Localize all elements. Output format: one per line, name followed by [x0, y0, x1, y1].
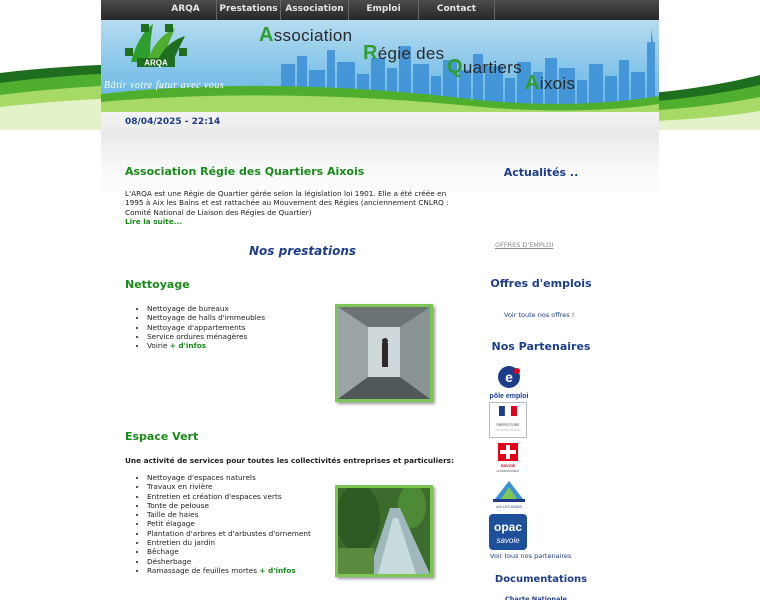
list-item: • Nettoyage de bureaux	[147, 304, 265, 313]
prestations-title: Nos prestations	[249, 244, 357, 258]
list-item: • Service ordures ménagères	[147, 332, 265, 341]
nav-association[interactable]: Association	[281, 0, 349, 20]
title-line-3: Quartiers	[447, 56, 522, 78]
voir-offres-link[interactable]: Voir toute nos offres !	[504, 311, 575, 319]
nettoyage-list	[139, 304, 265, 350]
arqa-logo	[123, 22, 189, 78]
title-line-1: Association	[259, 24, 353, 46]
nav-prestations[interactable]: Prestations	[217, 0, 281, 20]
date-bar	[101, 112, 659, 138]
list-item: • Plantation d'arbres et d'arbustes d'ornement	[147, 529, 311, 538]
svg-text:pôle emploi: pôle emploi	[489, 393, 529, 400]
prefecture-logo[interactable]	[489, 402, 527, 438]
list-item: • Travaux en rivière	[147, 482, 311, 491]
current-date: 08/04/2025 - 22:14	[125, 117, 221, 127]
nav-arqa[interactable]: ARQA	[155, 0, 217, 20]
list-item: • Nettoyage d'espaces naturels	[147, 473, 311, 482]
svg-text:savoie: savoie	[496, 536, 520, 545]
svg-text:opac: opac	[493, 520, 523, 534]
partenaires-title: Nos Partenaires	[491, 340, 591, 353]
nav-contact[interactable]: Contact	[419, 0, 495, 20]
intro-text: L'ARQA est une Régie de Quartier gérée selon la législation loi 1901. Elle a été créée en 1995 à Aix les Bains et est rattachée au Mouvement des Régies (anciennement CNLRQ : Comité National de Liaison des Régies de Quartier) Lire la suite...	[125, 189, 449, 226]
list-item: • Ramassage de feuilles mortes + d'infos	[147, 566, 311, 575]
svg-text:e: e	[505, 369, 513, 385]
aix-les-bains-logo[interactable]	[489, 479, 529, 509]
actualites-title: Actualités ..	[503, 166, 579, 179]
nettoyage-photo	[335, 304, 433, 402]
list-item: • Taille de haies	[147, 510, 311, 519]
savoie-logo[interactable]	[494, 443, 522, 473]
list-item: • Petit élagage	[147, 519, 311, 528]
read-more-link[interactable]: Lire la suite...	[125, 216, 182, 226]
pole-emploi-logo[interactable]	[489, 363, 529, 401]
list-item: • Nettoyage d'appartements	[147, 323, 265, 332]
espace-vert-intro: Une activité de services pour toutes les collectivités entreprises et particuliers:	[125, 456, 454, 465]
svg-text:LE DÉPARTEMENT: LE DÉPARTEMENT	[496, 470, 520, 473]
nav-emploi[interactable]: Emploi	[349, 0, 419, 20]
main-content	[101, 138, 659, 600]
charte-nationale-link[interactable]: Charte Nationale	[505, 595, 568, 600]
voir-partenaires-link[interactable]: Voir tous nos partenaires	[490, 552, 572, 560]
svg-text:PRÉFECTURE: PRÉFECTURE	[496, 423, 520, 427]
header-banner	[101, 20, 659, 112]
espace-vert-list	[139, 473, 311, 575]
espace-vert-title: Espace Vert	[125, 430, 199, 443]
title-line-4: Aixois	[525, 72, 576, 94]
list-item: • Désherbage	[147, 557, 311, 566]
svg-text:SAVOIE: SAVOIE	[500, 463, 516, 468]
list-item: • Entretien et création d'espaces verts	[147, 492, 311, 501]
list-item: • Voirie + d'infos	[147, 341, 265, 350]
list-item: • Entretien du jardin	[147, 538, 311, 547]
espace-vert-photo	[335, 485, 433, 577]
title-line-2: Régie des	[363, 42, 445, 64]
svg-text:AIX-LES-BAINS: AIX-LES-BAINS	[496, 505, 522, 509]
logo-text: ARQA	[144, 58, 168, 68]
opac-savoie-logo[interactable]	[489, 514, 527, 550]
intro-title: Association Régie des Quartiers Aixois	[125, 165, 365, 178]
main-nav	[101, 0, 659, 20]
offres-title: Offres d'emplois	[490, 277, 592, 290]
nettoyage-more-link[interactable]: + d'infos	[169, 341, 207, 351]
list-item: • Nettoyage de halls d'immeubles	[147, 313, 265, 322]
list-item: • Bêchage	[147, 547, 311, 556]
documentations-title: Documentations	[494, 574, 588, 585]
nettoyage-title: Nettoyage	[125, 278, 190, 291]
offres-emploi-link[interactable]: OFFRES D'EMPLOI	[495, 241, 554, 249]
list-item: • Tonte de pelouse	[147, 501, 311, 510]
espace-vert-more-link[interactable]: + d'infos	[259, 565, 296, 575]
slogan: Bâtir votre futur avec vous	[104, 80, 225, 91]
